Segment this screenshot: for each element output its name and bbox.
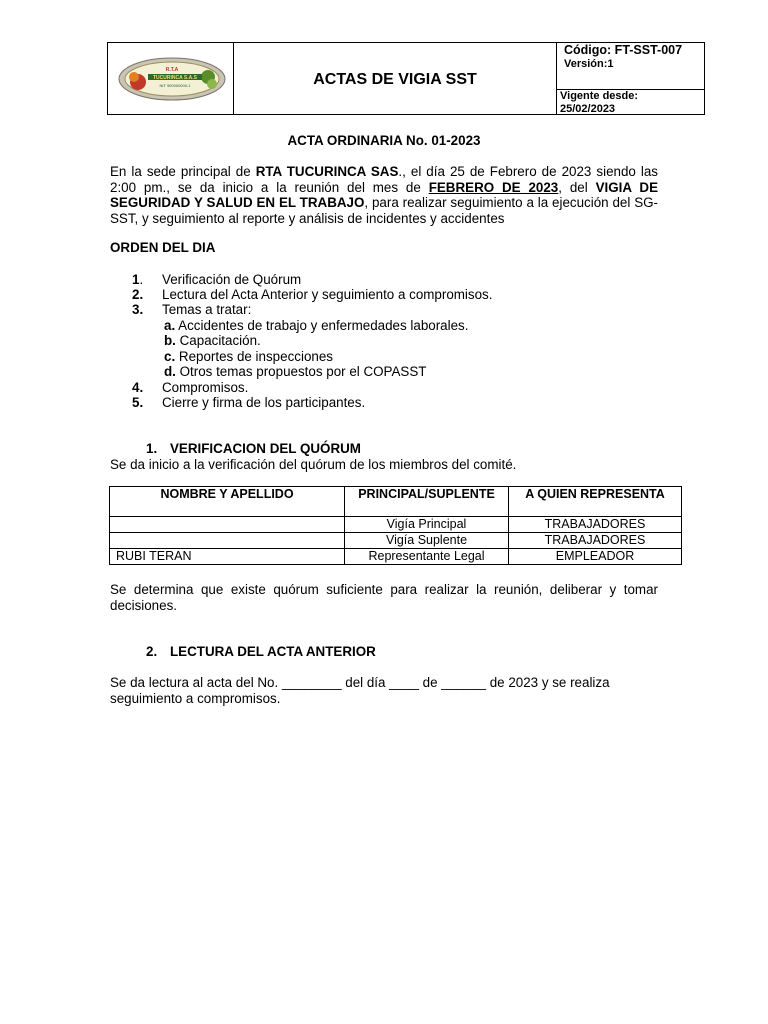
agenda-item-sep: . bbox=[139, 272, 144, 287]
section1-text: Se da inicio a la verificación del quórum de los miembros del comité. bbox=[110, 457, 517, 472]
intro-text: En la sede principal de bbox=[110, 164, 256, 179]
agenda-item-number: 2. bbox=[132, 287, 144, 302]
act-title: ACTA ORDINARIA No. 01-2023 bbox=[287, 133, 481, 148]
subitem-letter: d. bbox=[164, 364, 176, 379]
valid-since-date: 25/02/2023 bbox=[560, 103, 616, 115]
table-header-row bbox=[110, 487, 682, 517]
section1-number: 1. bbox=[146, 441, 158, 456]
agenda-subitem bbox=[164, 318, 468, 334]
agenda-item-number: 1 bbox=[132, 272, 140, 287]
agenda-item-number: 4. bbox=[132, 380, 144, 395]
committee-name: VIGIA DE SEGURIDAD Y SALUD EN EL TRABAJO bbox=[110, 179, 658, 210]
table-row bbox=[110, 549, 682, 565]
table-cell: TRABAJADORES bbox=[509, 533, 682, 549]
subitem-text: Capacitación. bbox=[175, 333, 261, 348]
agenda-item-number: 3. bbox=[132, 302, 144, 317]
table-cell: EMPLEADOR bbox=[509, 549, 682, 565]
section1-heading: VERIFICACION DEL QUÓRUM bbox=[170, 441, 361, 456]
column-header: NOMBRE Y APELLIDO bbox=[110, 487, 345, 517]
valid-since bbox=[560, 90, 638, 116]
agenda-subitem bbox=[164, 333, 261, 349]
subitem-text: Reportes de inspecciones bbox=[175, 349, 333, 364]
section2-text: Se da lectura al acta del No. ________ del día ____ de ______ de 2023 y se realiza seguimiento a compromisos. bbox=[110, 675, 610, 706]
agenda-subitem bbox=[164, 364, 426, 380]
table-cell: Representante Legal bbox=[345, 549, 509, 565]
company-logo bbox=[118, 57, 226, 101]
logo-text-top: R.T.A bbox=[165, 67, 179, 73]
agenda-item-text: Compromisos. bbox=[162, 380, 249, 395]
agenda-item-text: Verificación de Quórum bbox=[162, 272, 302, 287]
table-cell: RUBI TERAN bbox=[110, 549, 345, 565]
document-code: Código: FT-SST-007 bbox=[564, 43, 683, 57]
agenda-item-text: Temas a tratar: bbox=[162, 302, 252, 317]
agenda-item-number: 5. bbox=[132, 395, 144, 410]
table-row bbox=[110, 517, 682, 533]
agenda-item bbox=[132, 272, 143, 288]
table-cell: Vigía Suplente bbox=[345, 533, 509, 549]
intro-text: , del bbox=[558, 179, 596, 195]
intro-paragraph bbox=[110, 164, 658, 226]
column-header: PRINCIPAL/SUPLENTE bbox=[345, 487, 509, 517]
column-header: A QUIEN REPRESENTA bbox=[509, 487, 682, 517]
logo-text-bot: NIT 900000000-1 bbox=[159, 83, 191, 88]
subitem-letter: a. bbox=[164, 318, 176, 333]
document-title: ACTAS DE VIGIA SST bbox=[313, 71, 477, 88]
quorum-table bbox=[109, 486, 682, 565]
subitem-letter: c. bbox=[164, 349, 176, 364]
subitem-text: Accidentes de trabajo y enfermedades laborales. bbox=[175, 318, 469, 333]
subitem-letter: b. bbox=[164, 333, 176, 348]
logo-text-mid: TUCURINCA S.A.S bbox=[153, 75, 197, 81]
header-divider bbox=[556, 43, 557, 114]
company-name: RTA TUCURINCA SAS bbox=[255, 164, 399, 179]
agenda-heading: ORDEN DEL DIA bbox=[110, 240, 216, 255]
subitem-text: Otros temas propuestos por el COPASST bbox=[175, 364, 427, 379]
table-cell bbox=[110, 533, 345, 549]
table-row bbox=[110, 533, 682, 549]
quorum-conclusion: Se determina que existe quórum suficiente para realizar la reunión, deliberar y tomar decisiones. bbox=[110, 582, 658, 613]
table-cell bbox=[110, 517, 345, 533]
intro-text: , para realizar seguimiento a la ejecución del SG-SST, y seguimiento al reporte y análisis de incidentes y accidentes bbox=[110, 195, 659, 226]
document-header bbox=[107, 42, 705, 115]
table-cell: TRABAJADORES bbox=[509, 517, 682, 533]
valid-since-label: Vigente desde: bbox=[560, 90, 639, 102]
section2-number: 2. bbox=[146, 644, 158, 659]
meeting-month: FEBRERO DE 2023 bbox=[428, 179, 559, 195]
agenda-subitem bbox=[164, 349, 333, 365]
table-cell: Vigía Principal bbox=[345, 517, 509, 533]
section2-heading: LECTURA DEL ACTA ANTERIOR bbox=[170, 644, 376, 659]
agenda-item-text: Lectura del Acta Anterior y seguimiento a compromisos. bbox=[162, 287, 493, 302]
agenda-item-text: Cierre y firma de los participantes. bbox=[162, 395, 366, 410]
intro-text: ., el día 25 de Febrero de 2023 siendo las 2:00 pm., se da inicio a la reunión del mes de bbox=[110, 164, 658, 195]
document-version: Versión:1 bbox=[564, 58, 614, 70]
